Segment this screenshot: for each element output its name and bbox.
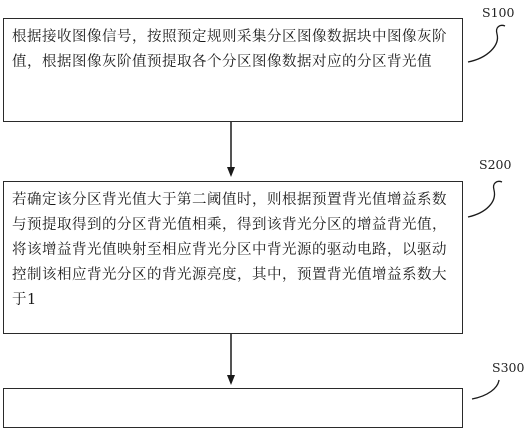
- step-label-s300: S300: [492, 360, 525, 375]
- step-text-s200: 若确定该分区背光值大于第二阈值时，则根据预置背光值增益系数与预提取得到的分区背光值相乘，得到该背光分区的增益背光值，将该增益背光值映射至相应背光分区中背光源的驱动电路，以驱动控制该相应背光分区的背光源亮度，其中，预置背光值增益系数大于1: [12, 192, 447, 308]
- leader-curl-s300: [472, 380, 499, 399]
- leader-curl-s200: [468, 181, 502, 217]
- leader-curl-s100: [468, 25, 505, 62]
- step-box-s100: [3, 18, 463, 122]
- step-label-s100: S100: [482, 5, 515, 20]
- step-box-s300: [3, 388, 463, 428]
- step-label-s200: S200: [479, 157, 512, 172]
- step-text-s100: 根据接收图像信号，按照预定规则采集分区图像数据块中图像灰阶值，根据图像灰阶值预提取各个分区图像数据对应的分区背光值: [12, 29, 447, 70]
- step-box-s200: [3, 181, 463, 334]
